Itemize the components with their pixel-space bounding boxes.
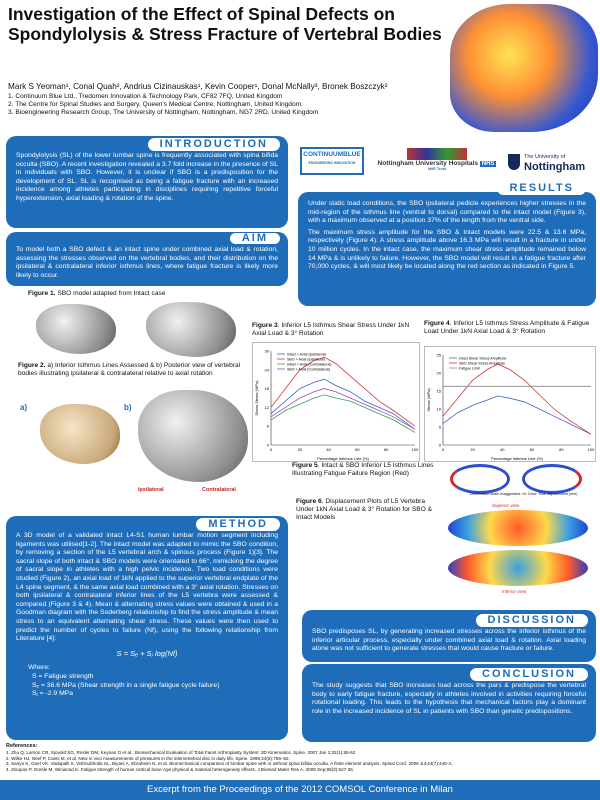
- continuum-logo-sub: ENGINEERING INNOVATION: [308, 161, 356, 165]
- superior-view-render: [448, 510, 588, 546]
- reference-3: 3. Sairyo K, Goel VK, Vadapalli S, Vishnubhotla SL, Biyani A, Ebraheim N, et al. Biomechanical comparison of lumbar spine with or without spina bifida occulta. A finite element analysis. Spinal Cord. 2006 Jul;44(7):440-4..: [6, 761, 454, 767]
- aim-section: [6, 232, 288, 286]
- conclusion-text: The study suggests that SBO increases load across the pars & predispose the vertebral body to early fatigue fracture, especially in athletes involved in activities requiring forceful rotational loading. This leads to the hypothesis that mechanical factors play a dominant role in the increased incidence of SL in patients with SBO than genetic predispositions.: [312, 682, 586, 715]
- uon-logo: [508, 152, 598, 178]
- chart3-y-tick: 0: [266, 442, 269, 448]
- fig6-label: Figure 6: [296, 498, 322, 505]
- fig4-text: . Inferior L5 Isthmus Stress Amplitude & Fatigue Load Under 1kN Axial Load & 3° Rotation: [424, 320, 590, 335]
- fig2-b-label: b): [124, 403, 132, 412]
- chart3-legend-label-3: SBO + Axial (Contralateral): [287, 367, 331, 372]
- discussion-section: [302, 610, 596, 662]
- chart3-x-tick: 60: [355, 447, 360, 452]
- figure-3-svg: [253, 343, 421, 463]
- results-p1: Under static load conditions, the SBO ipsilateral pedicle experiences higher stresses in the mid-region of the isthmus line (ventral to dorsal) compared to the intact model (Figure 3), with a maximum observed at a position 37% of the length from the ventral side.: [308, 200, 586, 225]
- figure-4-caption: [424, 320, 596, 336]
- chart3-x-tick: 40: [326, 447, 331, 452]
- discussion-heading: DISCUSSION: [476, 614, 588, 627]
- nuh-name: Nottingham University Hospitals: [377, 160, 478, 167]
- chart3-legend-label-2: Intact + Axial (Contralateral): [287, 362, 332, 367]
- chart4-x-tick: 0: [441, 447, 445, 452]
- chart3-x-tick: 20: [297, 447, 303, 452]
- chart4-legend-label-1: SBO Shear Stress Amplitude: [459, 361, 506, 366]
- contralateral-label: Contralateral: [202, 487, 236, 493]
- chart3-x-tick: 0: [269, 447, 273, 452]
- fig3-label: Figure 3: [252, 322, 278, 329]
- nuh-logo: [372, 148, 502, 178]
- fig6-superior-label: Superior view: [492, 503, 520, 508]
- fig3-text: . Inferior L5 Isthmus Shear Stress Under 1kN Axial Load & 3° Rotation: [252, 322, 410, 337]
- figure-3-chart: [252, 342, 420, 462]
- results-p2: The maximum stress amplitude for the SBO & Intact models were 22.5 & 13.6 MPa, respectively (Figure 4). A stress amplitude above 16.3 MPa will result in a fracture in under 10 million cycles. In the intact case, the maximum shear stress amplitude remained below 14 MPa & is unlikely to failure. However, the SBO model will result in a fatigue fracture after 70,000 cycles, & will most likely be located along the red section as indicated in Figure 5.: [308, 228, 586, 271]
- chart4-x-tick: 100: [587, 447, 595, 452]
- chart4-y-tick: 10: [436, 406, 441, 412]
- references-heading: References:: [6, 743, 38, 749]
- chart3-y-label: Shear Stress (MPa): [254, 380, 259, 416]
- intact-isthmus-render: [450, 464, 510, 494]
- figure-2-caption: [18, 362, 258, 378]
- inferior-view-render: [448, 550, 588, 586]
- sbo-vertebra-render: [146, 302, 236, 357]
- chart4-series-0: [443, 396, 591, 434]
- fig2-text: a) Inferior Isthmus Lines Assessed & b) Posterior view of vertebral bodies illustrating ipsilateral & contralateral relative to axial rotation: [18, 362, 241, 377]
- poster-title: Investigation of the Effect of Spinal Defects on Spondylolysis & Stress Fracture of Vertebral Bodies: [8, 4, 442, 44]
- chart4-x-tick: 40: [499, 447, 505, 452]
- figure-1-image: [30, 300, 240, 360]
- method-where-2: Sₑ = 36.6 MPa (Shear strength in a single fatigue cycle failure): [32, 681, 220, 689]
- chart4-y-tick: 5: [438, 424, 441, 430]
- chart4-y-label: Stress (MPa): [426, 388, 431, 412]
- ipsilateral-label: Ipsilateral: [138, 487, 164, 493]
- footer-banner: Excerpt from the Proceedings of the 2012 COMSOL Conference in Milan: [0, 780, 600, 800]
- fig5-label: Figure 5: [292, 462, 318, 469]
- chart4-x-tick: 80: [559, 447, 564, 452]
- discussion-text: SBO predisposes SL, by generating increased stresses across the inferior isthmus of the inferior articular process, especially under combined axial load & rotation. Axial loading alone was not sufficient to generate stresses that would cause fracture or failure.: [312, 628, 586, 653]
- fig2-label: Figure 2.: [18, 362, 46, 369]
- method-text: A 3D model of a validated intact L4-S1 human lumbar motion segment including ligaments was utilised[1-2]. The intact model was adapted to mimic the SBO condition, by removing a section of the L5 vertebral arch & spinous process (Figure 1)[3]. The sacral slope of both intact & SBO models were orientated to 66°, mimicking the degree of sacral slope in athletes with a high pelvic incidence. Two load conditions were studied (Figure 2), an axial load of 1kN applied to the superior vertebral endplate of the L4 spine segment, & the same axial load combined with a 3° axial rotation. Stresses on both ipsilateral & contralateral inferior lines of the L5 vertebra were assessed & compared (Figure 3 & 4). Mean & alternating stress values were obtained & used in a Goodman diagram with the Soderberg relationship to find the stress amplitude & mean stress to an equivalent alternating shear stress. These values were then used to predict the number of cycles to failure (Nf), using the following relationship from Literature [4]:: [16, 532, 278, 643]
- method-equation: S = Sₑ + Sⱼ log(Nf): [116, 648, 178, 658]
- nhs-trust: NHS Trust: [427, 167, 447, 171]
- chart4-x-tick: 60: [529, 447, 535, 452]
- method-where: Where:: [28, 664, 50, 672]
- results-heading: RESULTS: [497, 182, 586, 195]
- fig2-a-label: a): [20, 403, 28, 412]
- chart3-x-label: Percentage Isthmus Line (%): [317, 456, 369, 461]
- figure-3-caption: [252, 322, 412, 338]
- chart4-y-tick: 25: [436, 352, 441, 358]
- uon-top: The University of: [524, 154, 566, 160]
- figure-4-svg: [425, 347, 597, 463]
- chart4-x-label: Percentage Isthmus Line (%): [491, 456, 543, 461]
- fig4-label: Figure 4: [424, 320, 450, 327]
- fig6-text: . Displacement Plots of L5 Vertebra Under 1kN Axial Load & 3° Rotation for SBO & Intact Models: [296, 498, 433, 521]
- uon-name: Nottingham: [524, 161, 586, 173]
- posterior-view-render: [138, 390, 248, 482]
- affiliation-3: 3. Bioengineering Research Group, The University of Nottingham, Nottingham, NG7 2RD, United Kingdom: [8, 109, 319, 116]
- authors: Mark S Yeoman¹, Conal Quah², Andrius Cizinauskas¹, Kevin Cooper¹, Donal McNally³, Bronek Boszczyk²: [8, 82, 388, 91]
- chart3-legend-label-0: Intact + Axial (Ipsilateral): [287, 352, 327, 357]
- fig5-text: . Intact & SBO Inferior L5 Isthmus Lines Illustrating Fatigue Failure Region (Red): [292, 462, 434, 477]
- chart4-legend-label-0: Intact Shear Stress Amplitude: [459, 356, 507, 361]
- reference-1: 1. Zhu Q, Larson CR, Sjovold SG, Rosler DM, Keynan O et al.. Biomechanical Evaluation of Total Facet Arthroplasty System: 3D Kinematics. Spine. 2007 Jan 1;32(1):55-62: [6, 749, 356, 755]
- chart3-y-tick: 24: [264, 367, 269, 373]
- intro-heading: INTRODUCTION: [148, 138, 280, 151]
- intro-section: [6, 136, 288, 228]
- figure-4-chart: [424, 346, 596, 462]
- chart3-x-tick: 80: [383, 447, 389, 452]
- method-heading: METHOD: [196, 518, 280, 531]
- sbo-isthmus-render: [522, 464, 582, 494]
- fig1-text: SBO model adapted from Intact case: [57, 290, 166, 297]
- affiliations: [8, 93, 448, 117]
- conclusion-section: [302, 664, 596, 742]
- method-where-1: S = Fatigue strength: [32, 672, 94, 680]
- nhs-badge: NHS: [481, 161, 495, 167]
- intro-text: Spondylolysis (SL) of the lower lumbar spine is frequently associated with spina bifida occulta (SBO). A recent investigation revealed a 3.7 fold increase in the presence of SL in individuals with SBO. However, it is unclear if SBO is a predisposition for the development of SL. SL is recognised as being a fatigue fracture with an increased incidence among athletes participating in disciplines requiring repetitive forceful hyperextension, axial loading & rotation of the spine.: [16, 152, 278, 202]
- chart4-y-tick: 0: [438, 442, 441, 448]
- aim-text: To model both a SBO defect & an intact spine under combined axial load & rotation, assessing the stresses observed on the vertebral bodies, and their distribution on the ipsilateral & contralateral inferior isthmus lines, where fatigue fracture is likely more likely to occur.: [16, 246, 278, 279]
- reference-4: 4. Zioupos P, Gresle M, Winwood K. Fatigue strength of human cortical bone:Age physical & material heterogeneity effects. J Biomed Mater Res A. 2008 Sep;86(3):627-36.: [6, 767, 355, 773]
- affiliation-2: 2. The Centre for Spinal Studies and Surgery, Queen's Medical Centre, Nottingham, United Kingdom.: [8, 101, 303, 108]
- fig6-inferior-label: Inferior view: [502, 589, 527, 594]
- nuh-crest-icon: [407, 148, 467, 160]
- chart4-legend-label-2: Fatigue Limit: [459, 366, 480, 371]
- fig1-label: Figure 1.: [28, 290, 56, 297]
- aim-heading: AIM: [230, 233, 280, 244]
- chart3-y-tick: 30: [264, 348, 269, 354]
- results-section: [298, 182, 596, 306]
- chart4-y-tick: 20: [436, 370, 441, 376]
- fig6-note: Deformation scale exaggerated: x3; Color: Total displacement (mm): [470, 492, 578, 496]
- chart3-y-tick: 12: [264, 404, 269, 410]
- chart4-x-tick: 20: [470, 447, 475, 452]
- chart3-series-0: [271, 379, 415, 429]
- uon-crest-icon: [508, 154, 520, 170]
- references: [6, 744, 596, 773]
- reference-2: 2. Wilke HJ, Neef P, Caimi M, et al. New in vivo measurements of pressures in the intervertebral disc in daily life. Spine. 1999;24(8):755–62.: [6, 755, 290, 761]
- spine-render-image: [450, 4, 598, 132]
- intact-vertebra-render: [36, 304, 116, 354]
- figure-5-caption: [292, 462, 442, 478]
- continuum-logo-text: CONTINUUMBLUE: [303, 151, 361, 158]
- chart3-x-tick: 100: [411, 447, 419, 452]
- isthmus-lines-render: [40, 404, 120, 464]
- conclusion-heading: CONCLUSION: [470, 668, 588, 681]
- chart4-y-tick: 15: [436, 388, 441, 394]
- figure-6-image: [440, 492, 596, 598]
- chart3-legend-label-1: SBO + Axial (Ipsilateral): [287, 357, 326, 362]
- continuum-blue-logo: [300, 147, 364, 175]
- affiliation-1: 1. Continuum Blue Ltd., Tredomen Innovation & Technology Park, CF82 7FQ, United Kingdom: [8, 93, 283, 100]
- method-section: [6, 516, 288, 740]
- chart3-y-tick: 6: [266, 423, 269, 429]
- method-where-3: Sⱼ = -2.9 MPa: [32, 690, 74, 698]
- figure-6-caption: [296, 498, 436, 522]
- figure-2-image: [20, 390, 270, 500]
- figure-1-caption: [28, 290, 228, 298]
- chart3-y-tick: 18: [264, 386, 269, 392]
